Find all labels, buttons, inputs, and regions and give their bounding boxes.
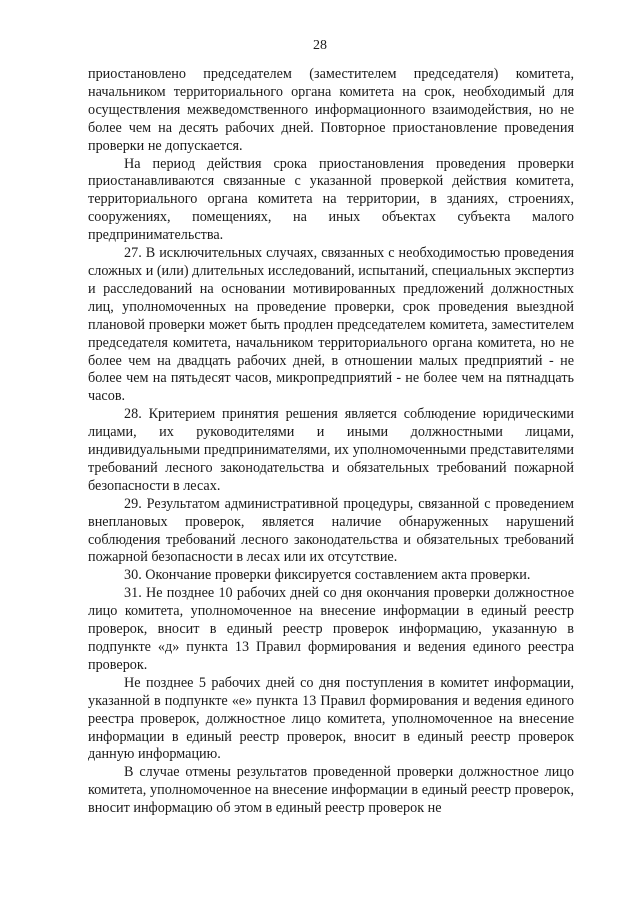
paragraph-27: 27. В исключительных случаях, связанных с необходимостью проведения сложных и (или) длительных исследований, испытаний, специальных экспертиз и расследований на основании мотивированных предложений должностных лиц, уполномоченных на проведение проверки, срок проведения выездной плановой проверки может быть продлен председателем комитета, заместителем председателя комитета, начальником территориального органа комитета, но не более чем на двадцать рабочих дней, в отношении малых предприятий - не более чем на пятьдесят часов, микропредприятий - не более чем на пятнадцать часов. [88, 245, 574, 405]
paragraph-5-days: Не позднее 5 рабочих дней со дня поступления в комитет информации, указанной в подпункте «е» пункта 13 Правил формирования и ведения единого реестра проверок, должностное лицо комитета, уполномоченное на внесение информации в единый реестр проверок, вносит в единый реестр проверок данную информацию. [88, 674, 574, 763]
paragraph-30: 30. Окончание проверки фиксируется составлением акта проверки. [124, 567, 531, 584]
paragraph-suspension-period: На период действия срока приостановления проведения проверки приостанавливаются связанные с указанной проверкой действия комитета, территориального органа комитета на территории, в зданиях, строениях, сооружениях, помещениях, на иных объектах субъекта малого предпринимательства. [88, 155, 574, 244]
paragraph-28: 28. Критерием принятия решения является соблюдение юридическими лицами, их руководителями и иными должностными лицами, индивидуальными предпринимателями, их уполномоченными представителями требований лесного законодательства и обязательных требований пожарной безопасности в лесах. [88, 406, 574, 494]
paragraph-continuation: приостановлено председателем (заместителем председателя) комитета, начальником территориального органа комитета на срок, необходимый для осуществления межведомственного информационного взаимодействия, но не более чем на десять рабочих дней. Повторное приостановление проведения проверки не допускается. [88, 66, 574, 154]
page-number: 28 [313, 38, 327, 53]
paragraph-cancellation: В случае отмены результатов проведенной проверки должностное лицо комитета, уполномоченное на внесение информации в единый реестр проверок, вносит информацию об этом в единый реестр проверок не [88, 764, 574, 817]
document-body [88, 66, 574, 818]
paragraph-31: 31. Не позднее 10 рабочих дней со дня окончания проверки должностное лицо комитета, уполномоченное на внесение информации в единый реестр проверок, вносит в единый реестр проверок информацию, указанную в подпункте «д» пункта 13 Правил формирования и ведения единого реестра проверок. [88, 585, 574, 673]
paragraph-29: 29. Результатом административной процедуры, связанной с проведением внеплановых проверок, является наличие обнаруженных нарушений соблюдения требований лесного законодательства и обязательных требований пожарной безопасности в лесах или их отсутствие. [88, 495, 574, 566]
